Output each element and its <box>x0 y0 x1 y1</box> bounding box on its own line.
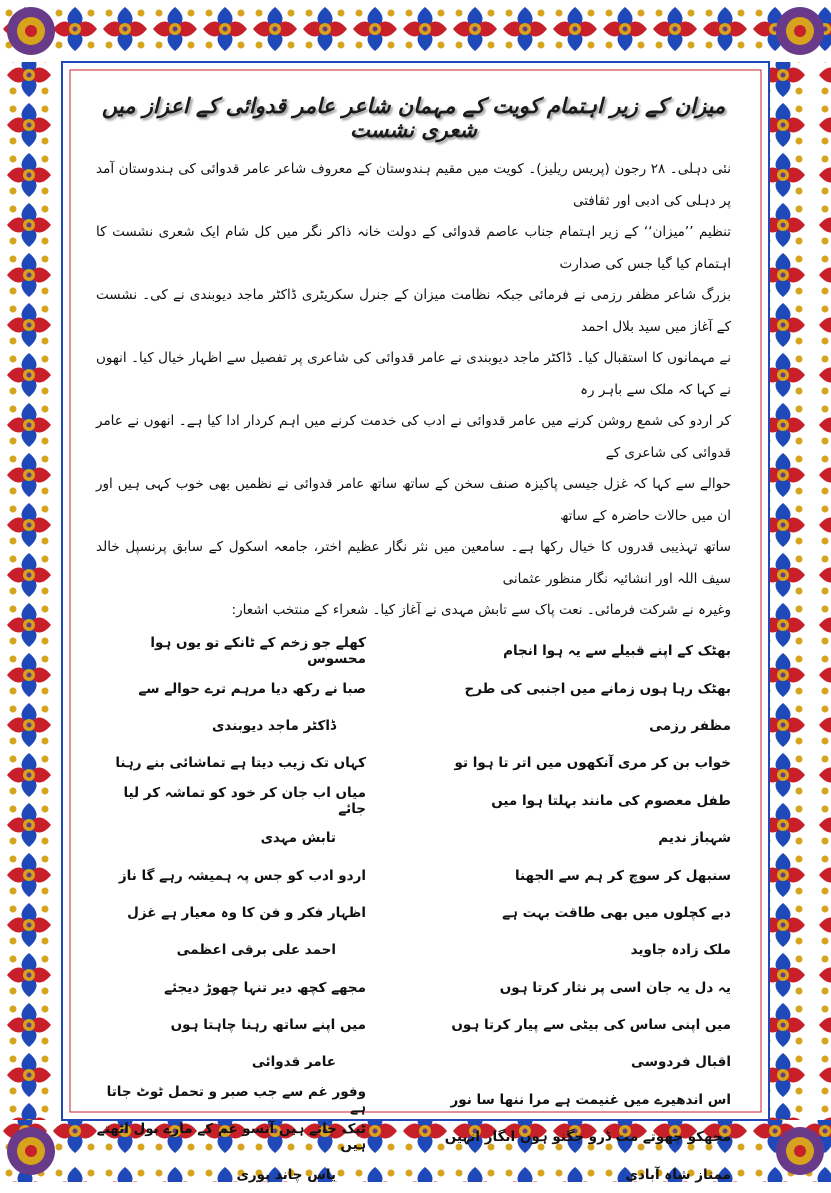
verse-line: صبا نے رکھ دیا مرہم ترے حوالے سے <box>96 681 396 697</box>
verse-line: مجھکو چھوتے مت ڈرو جگنو ہوں انگار انہیں <box>431 1129 731 1145</box>
verse-row <box>96 969 731 1006</box>
poet-row <box>96 1044 731 1081</box>
verse-line: اردو ادب کو جس پہ ہمیشہ رہے گا ناز <box>96 868 396 884</box>
verse-line: اظہار فکر و فن کا وہ معیار ہے غزل <box>96 905 396 921</box>
verses-section <box>96 633 731 1193</box>
verse-row <box>96 633 731 670</box>
verse-line: طفل معصوم کی مانند بہلتا ہوا میں <box>431 793 731 809</box>
verse-line: دبے کچلوں میں بھی طاقت بہت ہے <box>431 905 731 921</box>
verse-line: سنبھل کر سوچ کر ہم سے الجھنا <box>431 868 731 884</box>
article-title: میزان کے زیر اہتمام کویت کے مہمان شاعر عامر قدوائی کے اعزاز میں شعری نشست <box>96 94 731 142</box>
body-line: نے مہمانوں کا استقبال کیا۔ ڈاکٹر ماجد دیوبندی نے عامر قدوائی کی شاعری پر تفصیل سے اظہار خیال کیا۔ انھوں نے کہا کہ ملک سے باہر رہ <box>96 343 731 406</box>
poet-name: یاس چاند پوری <box>96 1167 396 1183</box>
poet-name: ڈاکٹر ماجد دیوبندی <box>96 718 396 734</box>
poet-row <box>96 932 731 969</box>
verse-line: ٹپک جاتے ہیں آنسو غم کے مارے بول اٹھتے ہیں <box>96 1121 396 1153</box>
poet-name: مظفر رزمی <box>431 718 731 734</box>
verse-row <box>96 782 731 819</box>
body-line: ساتھ تہذیبی قدروں کا خیال رکھا ہے۔ سامعین میں نثر نگار عظیم اختر، جامعہ اسکول کے سابق پرنسپل خالد سیف اللہ اور انشائیہ نگار منظور عثمانی <box>96 532 731 595</box>
verse-line: یہ دل یہ جان اسی پر نثار کرتا ہوں <box>431 980 731 996</box>
verse-line: کھلے جو زخم کے ٹانکے تو یوں ہوا محسوس <box>96 635 396 667</box>
poet-row <box>96 707 731 744</box>
article <box>96 86 731 1096</box>
verse-row <box>96 1081 731 1118</box>
verse-line: میں اپنی ساس کی بیٹی سے پیار کرتا ہوں <box>431 1017 731 1033</box>
verse-row <box>96 894 731 931</box>
verse-line: بھٹک کے اپنے قبیلے سے یہ ہوا انجام <box>431 643 731 659</box>
body-line: کر اردو کی شمع روشن کرنے میں عامر قدوائی نے ادب کی خدمت کرنے میں اہم کردار ادا کیا ہے۔ انھوں نے عامر قدوائی کی شاعری کے <box>96 406 731 469</box>
poet-row <box>96 1156 731 1193</box>
verse-line: مجھے کچھ دیر تنہا چھوڑ دیجئے <box>96 980 396 996</box>
verse-row <box>96 1119 731 1156</box>
verse-line: اس اندھیرے میں غنیمت ہے مرا ننھا سا نور <box>431 1092 731 1108</box>
poet-name: اقبال فردوسی <box>431 1054 731 1070</box>
poet-name: ملک زادہ جاوید <box>431 942 731 958</box>
verse-row <box>96 670 731 707</box>
verse-line: میاں اب جان کر خود کو تماشہ کر لیا جائے <box>96 785 396 817</box>
body-line: نئی دہلی۔ ۲۸ رجون (پریس ریلیز)۔ کویت میں مقیم ہندوستان کے معروف شاعر عامر قدوائی کی ہندوستان آمد پر دہلی کی ادبی اور ثقافتی <box>96 154 731 217</box>
poet-name: احمد علی برقی اعظمی <box>96 942 396 958</box>
body-line: حوالے سے کہا کہ غزل جیسی پاکیزہ صنف سخن کے ساتھ ساتھ عامر قدوائی نے نظمیں بھی خوب کہی ہیں اور ان میں حالات حاضرہ کے ساتھ <box>96 469 731 532</box>
poet-name: عامر قدوائی <box>96 1054 396 1070</box>
verse-line: میں اپنے ساتھ رہنا چاہتا ہوں <box>96 1017 396 1033</box>
verse-line: وفور غم سے جب صبر و تحمل ٹوٹ جاتا ہے <box>96 1084 396 1116</box>
verse-row <box>96 1006 731 1043</box>
poet-name: تابش مہدی <box>96 830 396 846</box>
poet-name: ممتاز شاہ آبادی <box>431 1167 731 1183</box>
body-line: تنظیم ’’میزان‘‘ کے زیر اہتمام جناب عاصم قدوائی کے دولت خانہ ذاکر نگر میں کل شام ایک شعری نشست کا اہتمام کیا گیا جس کی صدارت <box>96 217 731 280</box>
verse-row <box>96 857 731 894</box>
verse-line: بھٹک رہا ہوں زمانے میں اجنبی کی طرح <box>431 681 731 697</box>
article-body <box>96 154 731 627</box>
body-line: بزرگ شاعر مظفر رزمی نے فرمائی جبکہ نظامت میزان کے جنرل سکریٹری ڈاکٹر ماجد دیوبندی نے کی۔ نشست کے آغاز میں سید بلال احمد <box>96 280 731 343</box>
verse-row <box>96 745 731 782</box>
verse-line: کہاں تک زیب دیتا ہے تماشائی بنے رہنا <box>96 755 396 771</box>
verse-line: خواب بن کر مری آنکھوں میں اتر تا ہوا تو <box>431 755 731 771</box>
poet-name: شہباز ندیم <box>431 830 731 846</box>
poet-row <box>96 819 731 856</box>
body-line: وغیرہ نے شرکت فرمائی۔ نعت پاک سے تابش مہدی نے آغاز کیا۔ شعراء کے منتخب اشعار: <box>96 595 731 627</box>
